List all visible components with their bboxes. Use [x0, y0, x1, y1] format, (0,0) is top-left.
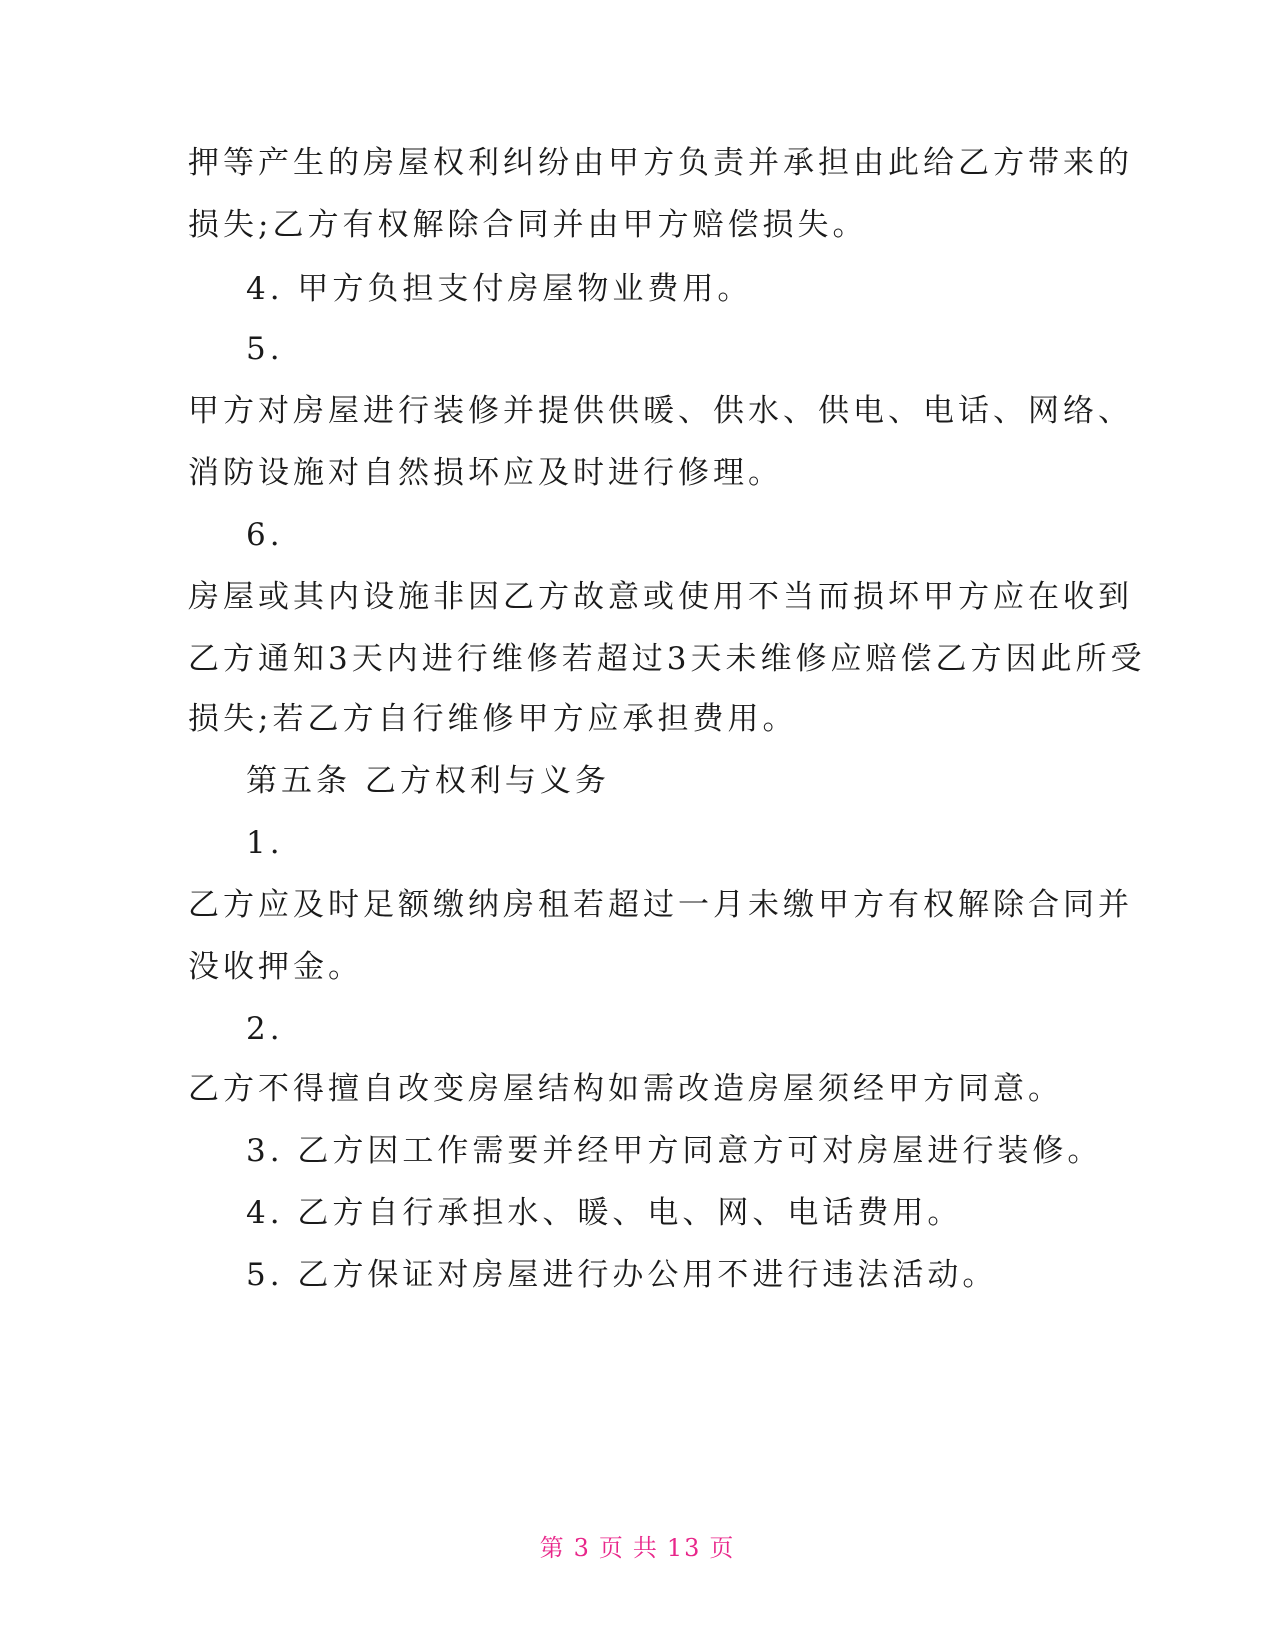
clause-number: 6.	[246, 517, 284, 553]
paragraph-line: 房屋或其内设施非因乙方故意或使用不当而损坏甲方应在收到	[188, 579, 1133, 615]
section-heading: 第五条 乙方权利与义务	[246, 763, 610, 799]
page-footer	[0, 1528, 1275, 1563]
paragraph-line: 甲方对房屋进行装修并提供供暖、供水、供电、电话、网络、	[188, 393, 1133, 429]
footer-total-pages: 13	[666, 1534, 702, 1562]
footer-page-prefix: 第	[539, 1534, 566, 1562]
paragraph-line: 押等产生的房屋权利纠纷由甲方负责并承担由此给乙方带来的	[188, 145, 1133, 181]
clause-4-obligation: 4. 甲方负担支付房屋物业费用。	[246, 271, 753, 307]
clause-number: 5.	[246, 331, 284, 367]
paragraph-line: 损失;乙方有权解除合同并由甲方赔偿损失。	[188, 207, 868, 243]
footer-total-prefix: 共	[632, 1534, 659, 1562]
paragraph-line: 损失;若乙方自行维修甲方应承担费用。	[188, 701, 798, 737]
footer-page-label: 页	[598, 1534, 625, 1562]
clause-5-obligation: 5. 乙方保证对房屋进行办公用不进行违法活动。	[246, 1257, 998, 1293]
paragraph-line: 乙方不得擅自改变房屋结构如需改造房屋须经甲方同意。	[188, 1071, 1063, 1107]
clause-3-obligation: 3. 乙方因工作需要并经甲方同意方可对房屋进行装修。	[246, 1133, 1103, 1169]
paragraph-line: 乙方应及时足额缴纳房租若超过一月未缴甲方有权解除合同并	[188, 887, 1133, 923]
footer-page-number: 3	[573, 1534, 591, 1562]
paragraph-line: 消防设施对自然损坏应及时进行修理。	[188, 455, 783, 491]
clause-number: 1.	[246, 825, 284, 861]
footer-total-label: 页	[709, 1534, 736, 1562]
clause-number: 2.	[246, 1011, 284, 1047]
clause-4-obligation: 4. 乙方自行承担水、暖、电、网、电话费用。	[246, 1195, 963, 1231]
paragraph-line: 没收押金。	[188, 949, 363, 985]
paragraph-line: 乙方通知3天内进行维修若超过3天未维修应赔偿乙方因此所受	[188, 641, 1146, 677]
